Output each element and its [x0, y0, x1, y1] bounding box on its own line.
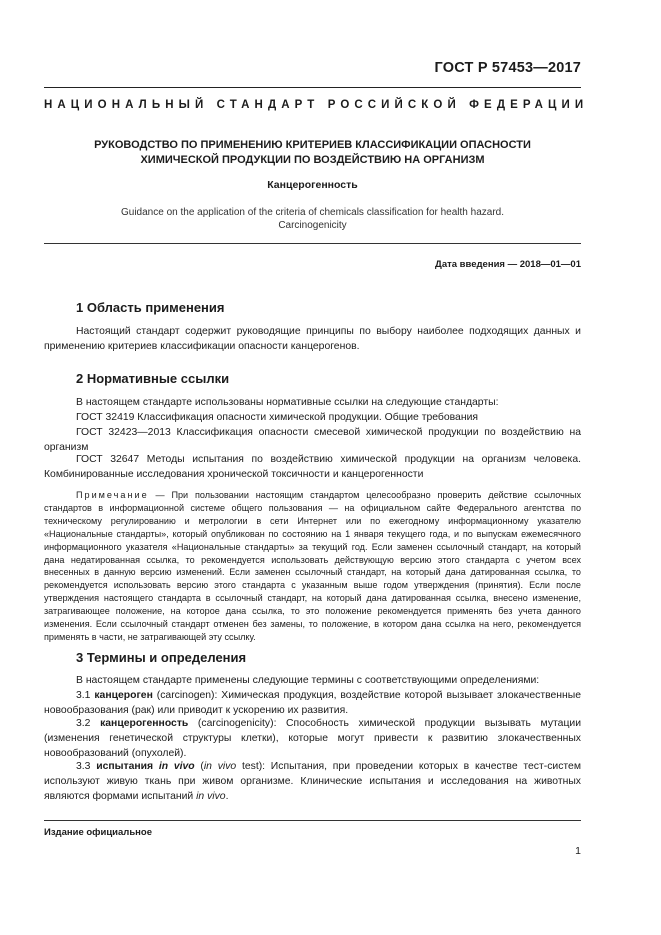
- term-3-1: 3.1 канцероген (carcinogen): Химическая продукция, воздействие которой вызывает злокачественные новообразования (рак) или приводит к ускорению их развития.: [44, 690, 581, 717]
- note-text: — При пользовании настоящим стандартом целесообразно проверить действие ссылочных стандартов в информационной системе общего пользования — на официальном сайте Федерального агентства по техническому регулированию и метрологии в сети Интернет или по ежегодному информационному указателю «Национальные стандарты», который опубликован по состоянию на 1 января текущего года, и по выпускам ежемесячного информационного указателя «Национальные стандарты» за текущий год. Если заменен ссылочный стандарт, на который дана недатированная ссылка, то рекомендуется использовать действующую версию этого стандарта с учетом всех внесенных в данную версию изменений. Если заменен ссылочный стандарт, на который дана датированная ссылка, то рекомендуется использовать версию этого стандарта с указанным выше годом утверждения (принятия). Если после утверждения настоящего стандарта в ссылочный стандарт, на который дана датированная ссылка, внесено изменение, затрагивающее положение, на которое дана ссылка, то это положение рекомендуется применять без учета данного изменения. Если ссылочный стандарт отменен без замены, то положение, в котором дана ссылка на него, рекомендуется применять в части, не затрагивающей эту ссылку.: [44, 490, 581, 642]
- section-2-heading: 2 Нормативные ссылки: [76, 371, 230, 386]
- english-title-line-1: Guidance on the application of the criteria of chemicals classification for health hazard.: [121, 207, 504, 218]
- document-number: ГОСТ Р 57453—2017: [434, 60, 581, 76]
- term-3-3: 3.3 испытания in vivo (in vivo test): Испытания, при проведении которых в качестве тест-систем используют живую ткань при живом организме. Клинические испытания и исследования на животных являются формами испытаний in vivo.: [44, 761, 581, 803]
- introduction-date: Дата введения — 2018—01—01: [435, 259, 581, 270]
- term-in-vivo-testing: испытания in vivo: [96, 761, 195, 772]
- english-title-line-2: Carcinogenicity: [278, 220, 347, 231]
- term-carcinogen: канцероген: [94, 690, 153, 701]
- term-3-2: 3.2 канцерогенность (carcinogenicity): Способность химической продукции вызывать мутации (изменения генетической структуры клетки), которые могут привести к развитию злокачественных новообразований (опухолей).: [44, 718, 581, 760]
- section-1-heading: 1 Область применения: [76, 300, 225, 315]
- page-number: 1: [575, 845, 581, 857]
- reference-gost-32423: ГОСТ 32423—2013 Классификация опасности смесевой химической продукции по воздействию на организм: [44, 427, 581, 454]
- national-standard-banner: НАЦИОНАЛЬНЫЙ СТАНДАРТ РОССИЙСКОЙ ФЕДЕРАЦИИ: [44, 99, 589, 111]
- title-line-1: РУКОВОДСТВО ПО ПРИМЕНЕНИЮ КРИТЕРИЕВ КЛАССИФИКАЦИИ ОПАСНОСТИ: [94, 139, 531, 151]
- official-edition-label: Издание официальное: [44, 827, 152, 838]
- note-label: Примечание: [76, 490, 149, 500]
- section-1-paragraph: Настоящий стандарт содержит руководящие принципы по выбору наиболее подходящих данных и применению критериев классификации опасности канцерогенов.: [44, 326, 581, 353]
- section-3-intro: В настоящем стандарте применены следующие термины с соответствующими определениями:: [76, 675, 540, 686]
- footer-rule: [44, 820, 581, 821]
- title-rule: [44, 243, 581, 244]
- section-2-note: [44, 489, 581, 644]
- term-carcinogenicity: канцерогенность: [100, 718, 189, 729]
- document-title: [44, 138, 581, 168]
- section-3-heading: 3 Термины и определения: [76, 650, 247, 665]
- section-2-intro: В настоящем стандарте использованы нормативные ссылки на следующие стандарты:: [76, 397, 499, 408]
- reference-gost-32647: ГОСТ 32647 Методы испытания по воздействию химической продукции на организм человека. Комбинированные исследования хронической токсичности и канцерогенности: [44, 454, 581, 481]
- title-line-2: ХИМИЧЕСКОЙ ПРОДУКЦИИ ПО ВОЗДЕЙСТВИЮ НА ОРГАНИЗМ: [140, 154, 485, 166]
- header-rule: [44, 87, 581, 88]
- english-title: [44, 206, 581, 232]
- reference-gost-32419: ГОСТ 32419 Классификация опасности химической продукции. Общие требования: [76, 412, 478, 423]
- document-subtitle: Канцерогенность: [267, 179, 358, 191]
